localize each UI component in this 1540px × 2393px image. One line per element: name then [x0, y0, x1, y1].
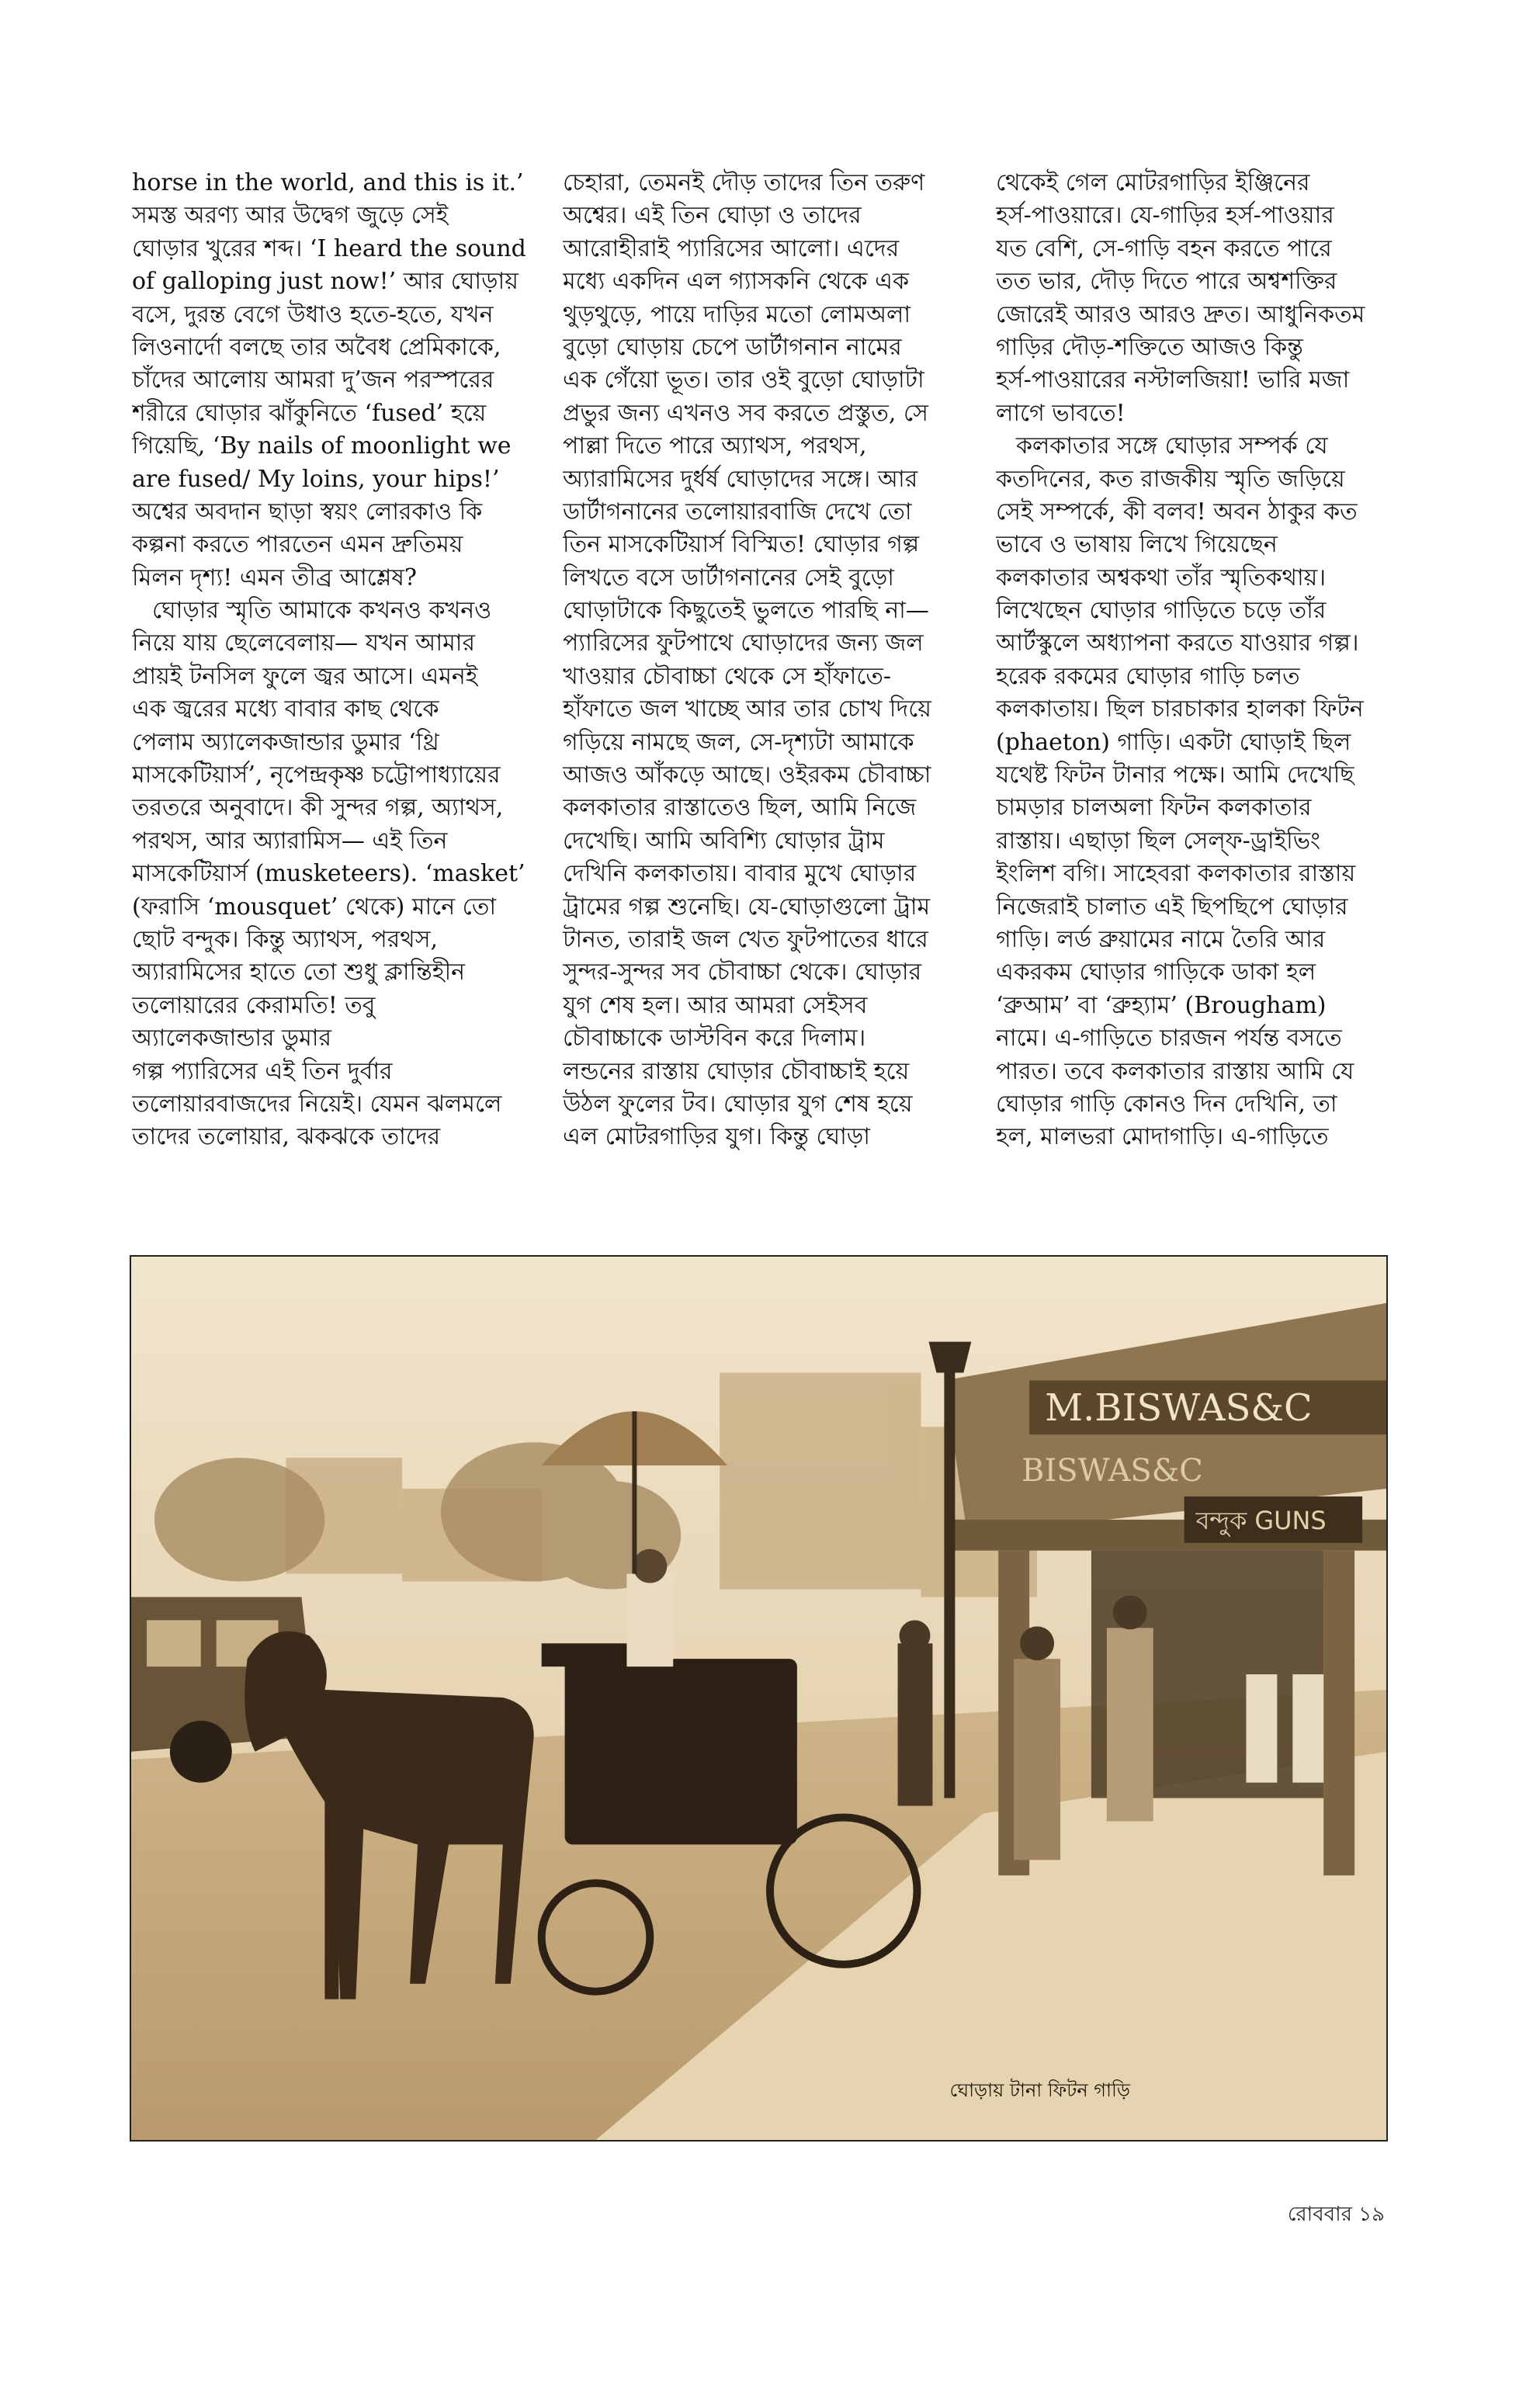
text-line: উঠল ফুলের টব। ঘোড়ার যুগ শেষ হয়ে	[563, 1090, 913, 1118]
text-line: অ্যালেকজান্ডার ডুমার	[132, 1025, 331, 1053]
text-line: মধ্যে একদিন এল গ্যাসকনি থেকে এক	[563, 268, 909, 296]
text-line: মিলন দৃশ্য! এমন তীব্র আশ্লেষ?	[132, 564, 417, 591]
shop-sign-top: M.BISWAS&C	[1045, 1387, 1313, 1431]
page-footer: রোববার ১৯	[1287, 2203, 1385, 2226]
text-line: থেকেই গেল মোটরগাড়ির ইঞ্জিনের	[996, 169, 1310, 196]
text-line: লন্ডনের রাস্তায় ঘোড়ার চৌবাচ্চাই হয়ে	[563, 1057, 910, 1085]
text-line: টানত, তারাই জল খেত ফুটপাতের ধারে	[563, 925, 928, 953]
text-line: চেহারা, তেমনই দৌড় তাদের তিন তরুণ	[563, 169, 925, 196]
text-line: লাগে ভাবতে!	[996, 399, 1126, 427]
text-line: ছোট বন্দুক। কিন্তু অ্যাথস, পরথস,	[132, 925, 439, 953]
text-line: হরেক রকমের ঘোড়ার গাড়ি চলত	[996, 662, 1300, 690]
text-line: দেখেছি। আমি অবিশ্যি ঘোড়ার ট্রাম	[563, 827, 885, 855]
text-line: লিখতে বসে ডার্টাগনানের সেই বুড়ো	[563, 564, 894, 591]
text-line: গল্প প্যারিসের এই তিন দুর্বার	[132, 1057, 393, 1085]
text-line: অশ্বের অবদান ছাড়া স্বয়ং লোরকাও কি	[132, 498, 483, 525]
shop-sign-mid: BISWAS&C	[1021, 1453, 1203, 1489]
text-line: কতদিনের, কত রাজকীয় স্মৃতি জড়িয়ে	[996, 465, 1345, 493]
text-line: সমস্ত অরণ্য আর উদ্বেগ জুড়ে সেই	[132, 202, 449, 230]
text-line: এক গেঁয়ো ভূত। তার ওই বুড়ো ঘোড়াটা	[563, 366, 924, 394]
text-line: মাসকেটিয়ার্স (musketeers). ‘masket’	[132, 860, 525, 888]
text-line: হাঁফাতে জল খাচ্ছে আর তার চোখ দিয়ে	[563, 695, 931, 723]
text-line: অ্যারামিসের হাতে তো শুধু ক্লান্তিহীন	[132, 959, 466, 987]
text-line: আর্টস্কুলে অধ্যাপনা করতে যাওয়ার গল্প।	[996, 629, 1359, 657]
text-line: নিজেরাই চালাত এই ছিপছিপে ঘোড়ার	[996, 893, 1348, 921]
text-line: আজও আঁকড়ে আছে। ওইরকম চৌবাচ্চা	[563, 761, 931, 789]
text-line: চামড়ার চালঅলা ফিটন কলকাতার	[996, 794, 1312, 822]
text-line: গিয়েছি, ‘By nails of moonlight we	[132, 432, 512, 460]
text-line: (phaeton) গাড়ি। একটা ঘোড়াই ছিল	[996, 728, 1351, 756]
text-line: কলকাতায়। ছিল চারচাকার হালকা ফিটন	[996, 695, 1364, 723]
text-line: of galloping just now!’ আর ঘোড়ায়	[132, 268, 519, 296]
text-line: নামে। এ-গাড়িতে চারজন পর্যন্ত বসতে	[996, 1025, 1342, 1053]
photo-caption: ঘোড়ায় টানা ফিটন গাড়ি	[949, 2079, 1130, 2101]
text-line: অ্যারামিসের দুর্ধর্ষ ঘোড়াদের সঙ্গে। আর	[563, 465, 918, 493]
text-line: ঘোড়াটাকে কিছুতেই ভুলতে পারছি না—	[563, 597, 929, 625]
text-line: মাসকেটিয়ার্স’, নৃপেন্দ্রকৃষ্ণ চট্টোপাধ্যায়ের	[132, 761, 501, 789]
text-line: হল, মালভরা মোদাগাড়ি। এ-গাড়িতে	[996, 1123, 1329, 1151]
shop-front	[944, 1303, 1386, 1875]
text-line: খাওয়ার চৌবাচ্চা থেকে সে হাঁফাতে-	[563, 662, 892, 690]
text-line: দেখিনি কলকাতায়। বাবার মুখে ঘোড়ার	[563, 860, 917, 888]
text-line: পারত। তবে কলকাতার রাস্তায় আমি যে	[996, 1057, 1354, 1085]
text-line: কলকাতার অশ্বকথা তাঁর স্মৃতিকথায়।	[996, 564, 1327, 591]
text-line: পেলাম অ্যালেকজান্ডার ডুমার ‘থ্রি	[132, 728, 439, 756]
text-line: হর্স-পাওয়ারে। যে-গাড়ির হর্স-পাওয়ার	[996, 202, 1334, 230]
shop-sign-guns: বন্দুক GUNS	[1195, 1505, 1327, 1535]
text-line: ঘোড়ার গাড়ি কোনও দিন দেখিনি, তা	[996, 1090, 1337, 1118]
sepia-photograph	[130, 1255, 1388, 2142]
text-line: ট্রামের গল্প শুনেছি। যে-ঘোড়াগুলো ট্রাম	[563, 893, 931, 921]
text-line: আরোহীরাই প্যারিসের আলো। এদের	[563, 234, 900, 262]
text-line: অশ্বের। এই তিন ঘোড়া ও তাদের	[563, 202, 862, 230]
text-line: একরকম ঘোড়ার গাড়িকে ডাকা হল	[996, 959, 1316, 987]
text-line: চাঁদের আলোয় আমরা দু’জন পরস্পরের	[132, 366, 494, 394]
text-line: বুড়ো ঘোড়ায় চেপে ডার্টাগনান নামের	[563, 333, 902, 361]
text-line: চৌবাচ্চাকে ডাস্টবিন করে দিলাম।	[563, 1025, 866, 1053]
text-line: যথেষ্ট ফিটন টানার পক্ষে। আমি দেখেছি	[996, 761, 1354, 789]
text-line: গাড়ির দৌড়-শক্তিতে আজও কিন্তু	[996, 333, 1303, 361]
text-line: horse in the world, and this is it.’	[132, 169, 524, 196]
text-line: গড়িয়ে নামছে জল, সে-দৃশ্যটা আমাকে	[563, 728, 914, 756]
text-line: কলকাতার সঙ্গে ঘোড়ার সম্পর্ক যে	[1016, 432, 1328, 460]
text-line: তত ভার, দৌড় দিতে পারে অশ্বশক্তির	[996, 268, 1337, 296]
text-line: লিখেছেন ঘোড়ার গাড়িতে চড়ে তাঁর	[996, 597, 1327, 625]
text-line: পরথস, আর অ্যারামিস— এই তিন	[132, 827, 448, 855]
text-line: কলকাতার রাস্তাতেও ছিল, আমি নিজে	[563, 794, 917, 822]
text-line: যত বেশি, সে-গাড়ি বহন করতে পারে	[996, 234, 1332, 262]
text-line: থুড়থুড়ে, পায়ে দাড়ির মতো লোমঅলা	[563, 300, 911, 328]
text-line: সেই সম্পর্কে, কী বলব! অবন ঠাকুর কত	[996, 498, 1358, 525]
text-line: প্রায়ই টনসিল ফুলে জ্বর আসে। এমনই	[132, 662, 478, 690]
text-line: গাড়ি। লর্ড ব্রুয়ামের নামে তৈরি আর	[996, 925, 1326, 953]
text-line: লিওনার্দো বলছে তার অবৈধ প্রেমিকাকে,	[132, 333, 501, 361]
text-line: (ফরাসি ‘mousquet’ থেকে) মানে তো	[132, 893, 497, 921]
text-line: ইংলিশ বগি। সাহেবরা কলকাতার রাস্তায়	[996, 860, 1356, 888]
text-line: ঘোড়ার খুরের শব্দ। ‘I heard the sound	[132, 234, 526, 262]
article-column-1	[132, 167, 536, 1242]
text-line: প্রভুর জন্য এখনও সব করতে প্রস্তুত, সে	[563, 399, 928, 427]
text-line: তিন মাসকেটিয়ার্স বিস্মিত! ঘোড়ার গল্প	[563, 531, 920, 559]
text-line: ভাবে ও ভাষায় লিখে গিয়েছেন	[996, 531, 1278, 559]
text-line: কল্পনা করতে পারতেন এমন দ্রুতিময়	[132, 531, 463, 559]
article-column-2	[563, 167, 966, 1242]
text-line: রাস্তায়। এছাড়া ছিল সেল্‌ফ-ড্রাইভিং	[996, 827, 1320, 855]
text-line: এক জ্বরের মধ্যে বাবার কাছ থেকে	[132, 695, 439, 723]
article-column-3	[996, 167, 1400, 1242]
text-line: এল মোটরগাড়ির যুগ। কিন্তু ঘোড়া	[563, 1123, 870, 1151]
text-line: ‘ব্রুআম’ বা ‘ব্রুহ্যাম’ (Brougham)	[996, 991, 1327, 1019]
text-line: are fused/ My loins, your hips!’	[132, 465, 500, 493]
text-line: জোরেই আরও আরও দ্রুত। আধুনিকতম	[996, 300, 1365, 328]
horse-carriage-street-scene	[131, 1257, 1386, 2140]
text-line: প্যারিসের ফুটপাথে ঘোড়াদের জন্য জল	[563, 629, 924, 657]
text-line: তলোয়ারের কেরামতি! তবু	[132, 991, 376, 1019]
text-line: সুন্দর-সুন্দর সব চৌবাচ্চা থেকে। ঘোড়ার	[563, 959, 922, 987]
text-line: তাদের তলোয়ার, ঝকঝকে তাদের	[132, 1123, 441, 1151]
text-line: তলোয়ারবাজদের নিয়েই। যেমন ঝলমলে	[132, 1090, 502, 1118]
text-line: তরতরে অনুবাদে। কী সুন্দর গল্প, অ্যাথস,	[132, 794, 504, 822]
text-line: বসে, দুরন্ত বেগে উধাও হতে-হতে, যখন	[132, 300, 494, 328]
text-line: হর্স-পাওয়ারের নস্টালজিয়া! ভারি মজা	[996, 366, 1350, 394]
text-line: শরীরে ঘোড়ার ঝাঁকুনিতে ‘fused’ হয়ে	[132, 399, 487, 427]
text-line: ঘোড়ার স্মৃতি আমাকে কখনও কখনও	[152, 597, 492, 625]
text-line: যুগ শেষ হল। আর আমরা সেইসব	[563, 991, 868, 1019]
text-line: নিয়ে যায় ছেলেবেলায়— যখন আমার	[132, 629, 475, 657]
text-line: পাল্লা দিতে পারে অ্যাথস, পরথস,	[563, 432, 867, 460]
text-line: ডার্টাগনানের তলোয়ারবাজি দেখে তো	[563, 498, 912, 525]
